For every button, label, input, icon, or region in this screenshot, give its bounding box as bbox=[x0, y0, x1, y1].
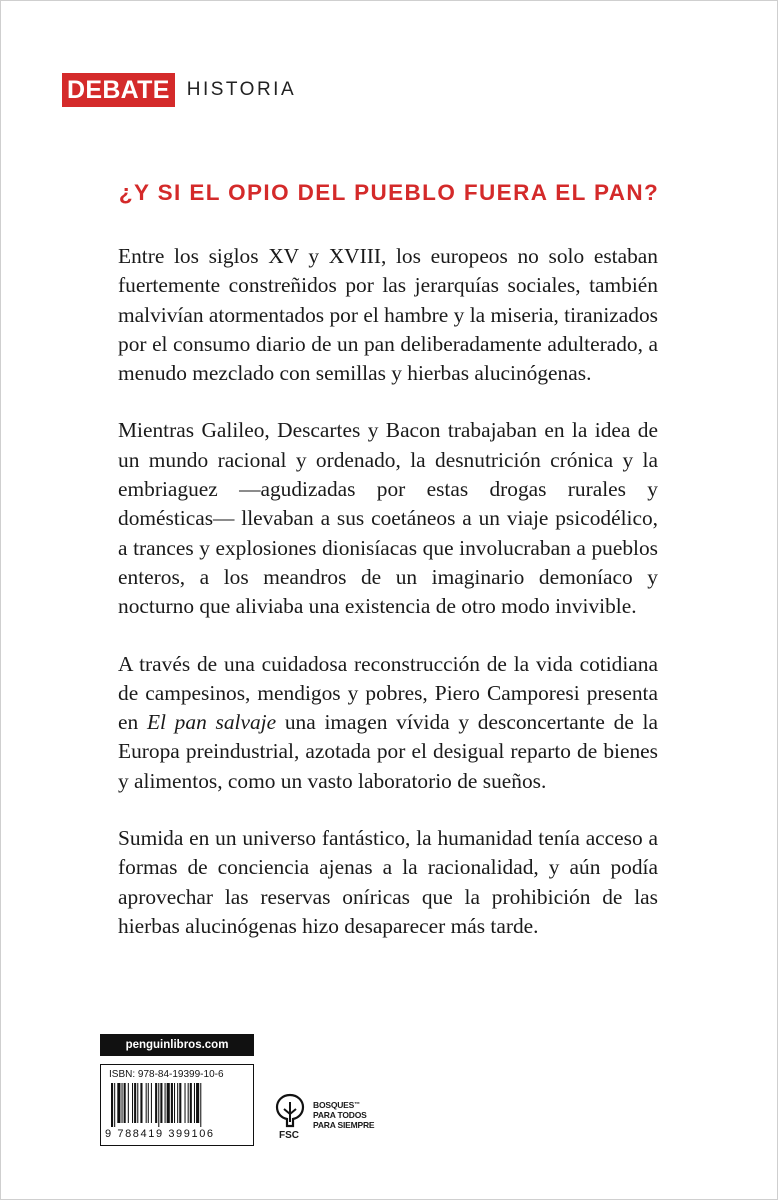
fsc-logo bbox=[272, 1092, 392, 1146]
barcode-bar bbox=[194, 1083, 195, 1123]
barcode-bar bbox=[174, 1083, 175, 1123]
trademark-mark: ™ bbox=[354, 1102, 360, 1108]
body-text bbox=[118, 242, 658, 969]
publisher-brand bbox=[62, 73, 296, 107]
website-banner: penguinlibros.com bbox=[100, 1034, 254, 1056]
paragraph-2: Mientras Galileo, Descartes y Bacon trabajaban en la idea de un mundo racional y ordenado, la desnutrición crónica y la embriaguez —agudizadas por estas drogas rurales y domésticas— llevaban a sus coetáneos a un viaje psicodélico, a trances y explosiones dionisíacas que involucraban a pueblos enteros, a los meandros de un imaginario demoníaco y nocturno que aliviaba una existencia de otro modo invivible. bbox=[118, 418, 658, 619]
barcode-bar bbox=[200, 1083, 201, 1127]
barcode-bar bbox=[196, 1083, 199, 1123]
barcode-bar bbox=[177, 1083, 178, 1123]
fsc-slogan bbox=[313, 1100, 374, 1130]
headline: ¿Y SI EL OPIO DEL PUEBLO FUERA EL PAN? bbox=[118, 180, 660, 205]
fsc-slogan-line-1: BOSQUES™ bbox=[313, 1100, 360, 1110]
paragraph-1: Entre los siglos XV y XVIII, los europeos no solo estaban fuertemente constreñidos por las jerarquías sociales, también malvivían atormentados por el hambre y la miseria, tiranizados por el consumo diario de un pan deliberadamente adulterado, a menudo mezclado con semillas y hierbas alucinógenas. bbox=[118, 244, 658, 386]
paragraph-3-before: A través de una cuidadosa reconstrucción de la vida cotidiana de campesinos, mendigos y pobres, Piero Camporesi presenta en bbox=[118, 651, 658, 735]
fsc-slogan-line-2: PARA TODOS bbox=[313, 1110, 367, 1120]
barcode-bar bbox=[117, 1083, 120, 1123]
barcode-bar bbox=[148, 1083, 149, 1123]
barcode-bar bbox=[146, 1083, 147, 1123]
barcode-bar bbox=[114, 1083, 115, 1127]
isbn-label: ISBN: 978-84-19399-10-6 bbox=[109, 1069, 224, 1080]
fsc-tree-icon bbox=[272, 1092, 308, 1130]
paragraph-4: Sumida en un universo fantástico, la humanidad tenía acceso a formas de conciencia ajenas a la racionalidad, y aún podía aprovechar las reservas oníricas que la prohibición de las hierbas alucinógenas hizo desaparecer más tarde. bbox=[118, 826, 658, 938]
barcode-bar bbox=[140, 1083, 142, 1123]
barcode-digits: 9 788419 399106 bbox=[105, 1128, 215, 1140]
book-title: El pan salvaje bbox=[146, 710, 277, 735]
barcode-bar bbox=[111, 1083, 113, 1127]
barcode-bar bbox=[151, 1083, 152, 1123]
barcode-bar bbox=[134, 1083, 136, 1123]
barcode-bar bbox=[158, 1083, 159, 1127]
barcode-bar bbox=[171, 1083, 173, 1123]
barcode-bar bbox=[155, 1083, 157, 1123]
barcode-bar bbox=[165, 1083, 166, 1123]
barcode-bar bbox=[179, 1083, 181, 1123]
collection-name: HISTORIA bbox=[186, 79, 297, 100]
barcode-bar bbox=[124, 1083, 126, 1123]
fsc-slogan-line-3: PARA SIEMPRE bbox=[313, 1120, 375, 1130]
barcode-bar bbox=[160, 1083, 162, 1123]
barcode-bar bbox=[122, 1083, 123, 1123]
barcode-bar bbox=[128, 1083, 129, 1123]
barcode-bar bbox=[185, 1083, 186, 1123]
barcode-icon bbox=[109, 1083, 247, 1127]
barcode-bar bbox=[167, 1083, 170, 1123]
paragraph-3 bbox=[118, 650, 658, 796]
barcode-box bbox=[100, 1064, 254, 1146]
barcode-block bbox=[100, 1034, 254, 1146]
barcode-bar bbox=[190, 1083, 192, 1123]
barcode-bar bbox=[188, 1083, 189, 1123]
publisher-logo: DEBATE bbox=[62, 73, 175, 107]
paragraph-3-after: una imagen vívida y desconcertante de la Europa preindustrial, azotada por el desigual reparto de bienes y alimentos, como un vasto laboratorio de sueños. bbox=[118, 710, 658, 793]
barcode-bar bbox=[132, 1083, 133, 1123]
fsc-label: FSC bbox=[279, 1130, 299, 1141]
barcode-bar bbox=[137, 1083, 138, 1123]
